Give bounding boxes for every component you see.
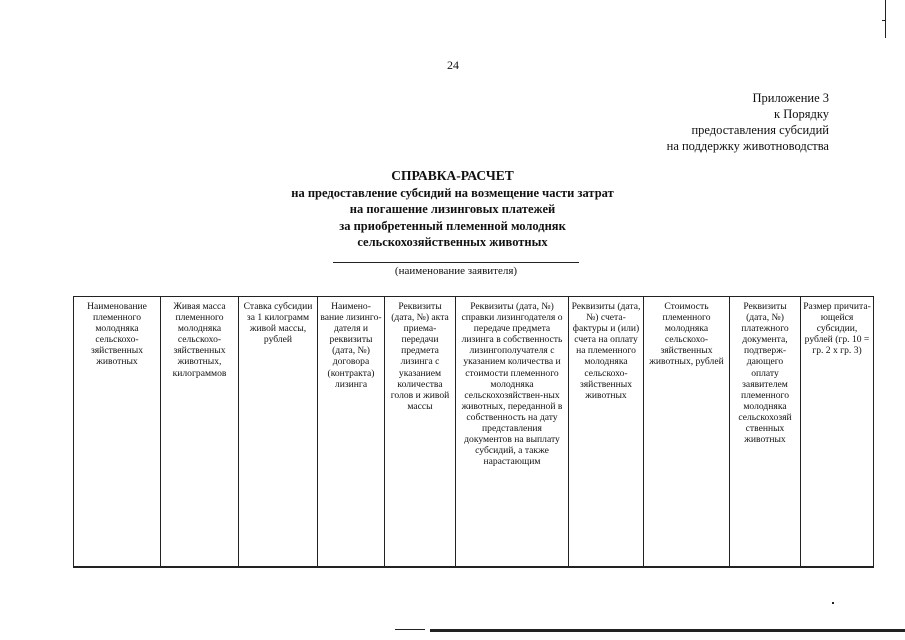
column-header: Реквизиты (дата, №) акта приема-передачи предмета лизинга с указанием количества голов и живой массы (385, 297, 456, 568)
appendix-line-4: на поддержку животноводства (666, 139, 829, 153)
column-header: Наимено-вание лизинго-дателя и реквизиты (дата, №) договора (контракта) лизинга (318, 297, 385, 568)
column-header: Стоимость племенного молодняка сельскохо-зяйственных животных, рублей (644, 297, 730, 568)
column-header: Реквизиты (дата, №) справки лизингодателя о передаче предмета лизинга в собственность лизингополучателя с указанием количества и стоимости племенного молодняка сельскохозяйствен-ных животных, переданной в собственность на дату представления документов на выплату субсидий, а также нарастающим (456, 297, 569, 568)
applicant-caption: (наименование заявителя) (333, 262, 579, 277)
title-line-1: на предоставление субсидий на возмещение части затрат (291, 185, 614, 200)
scan-edge-mark (882, 20, 886, 21)
scan-bottom-line (395, 629, 425, 630)
appendix-line-3: предоставления субсидий (691, 123, 829, 137)
title-line-4: сельскохозяйственных животных (357, 235, 548, 249)
table-header-row (74, 297, 874, 568)
column-header: Наименование племенного молодняка сельскохо-зяйственных животных (74, 297, 161, 568)
appendix-line-2: к Порядку (774, 107, 829, 121)
subsidy-table (73, 296, 874, 568)
column-header: Ставка субсидии за 1 килограмм живой массы, рублей (239, 297, 318, 568)
page-number: 24 (447, 58, 459, 72)
document-title (0, 168, 905, 251)
scan-dot (832, 602, 834, 604)
appendix-line-1: Приложение 3 (752, 91, 829, 105)
scan-dot (861, 566, 863, 568)
column-header: Размер причита-ющейся субсидии, рублей (гр. 10 = гр. 2 х гр. 3) (801, 297, 874, 568)
column-header: Реквизиты (дата, №) счета-фактуры и (или) счета на оплату на племенного молодняка сельскохо-зяйственных животных (569, 297, 644, 568)
title-main: СПРАВКА-РАСЧЕТ (391, 168, 514, 183)
appendix-block (667, 90, 829, 154)
scan-edge-mark (885, 0, 886, 38)
column-header: Живая масса племенного молодняка сельскохо-зяйственных животных, килограммов (161, 297, 239, 568)
title-line-2: на погашение лизинговых платежей (349, 202, 556, 216)
column-header: Реквизиты (дата, №) платежного документа, подтверж-дающего оплату заявителем племенного молодняка сельскохозяй ственных животных (730, 297, 801, 568)
scan-bottom-line (430, 629, 905, 632)
title-line-3: за приобретенный племенной молодняк (339, 218, 566, 233)
